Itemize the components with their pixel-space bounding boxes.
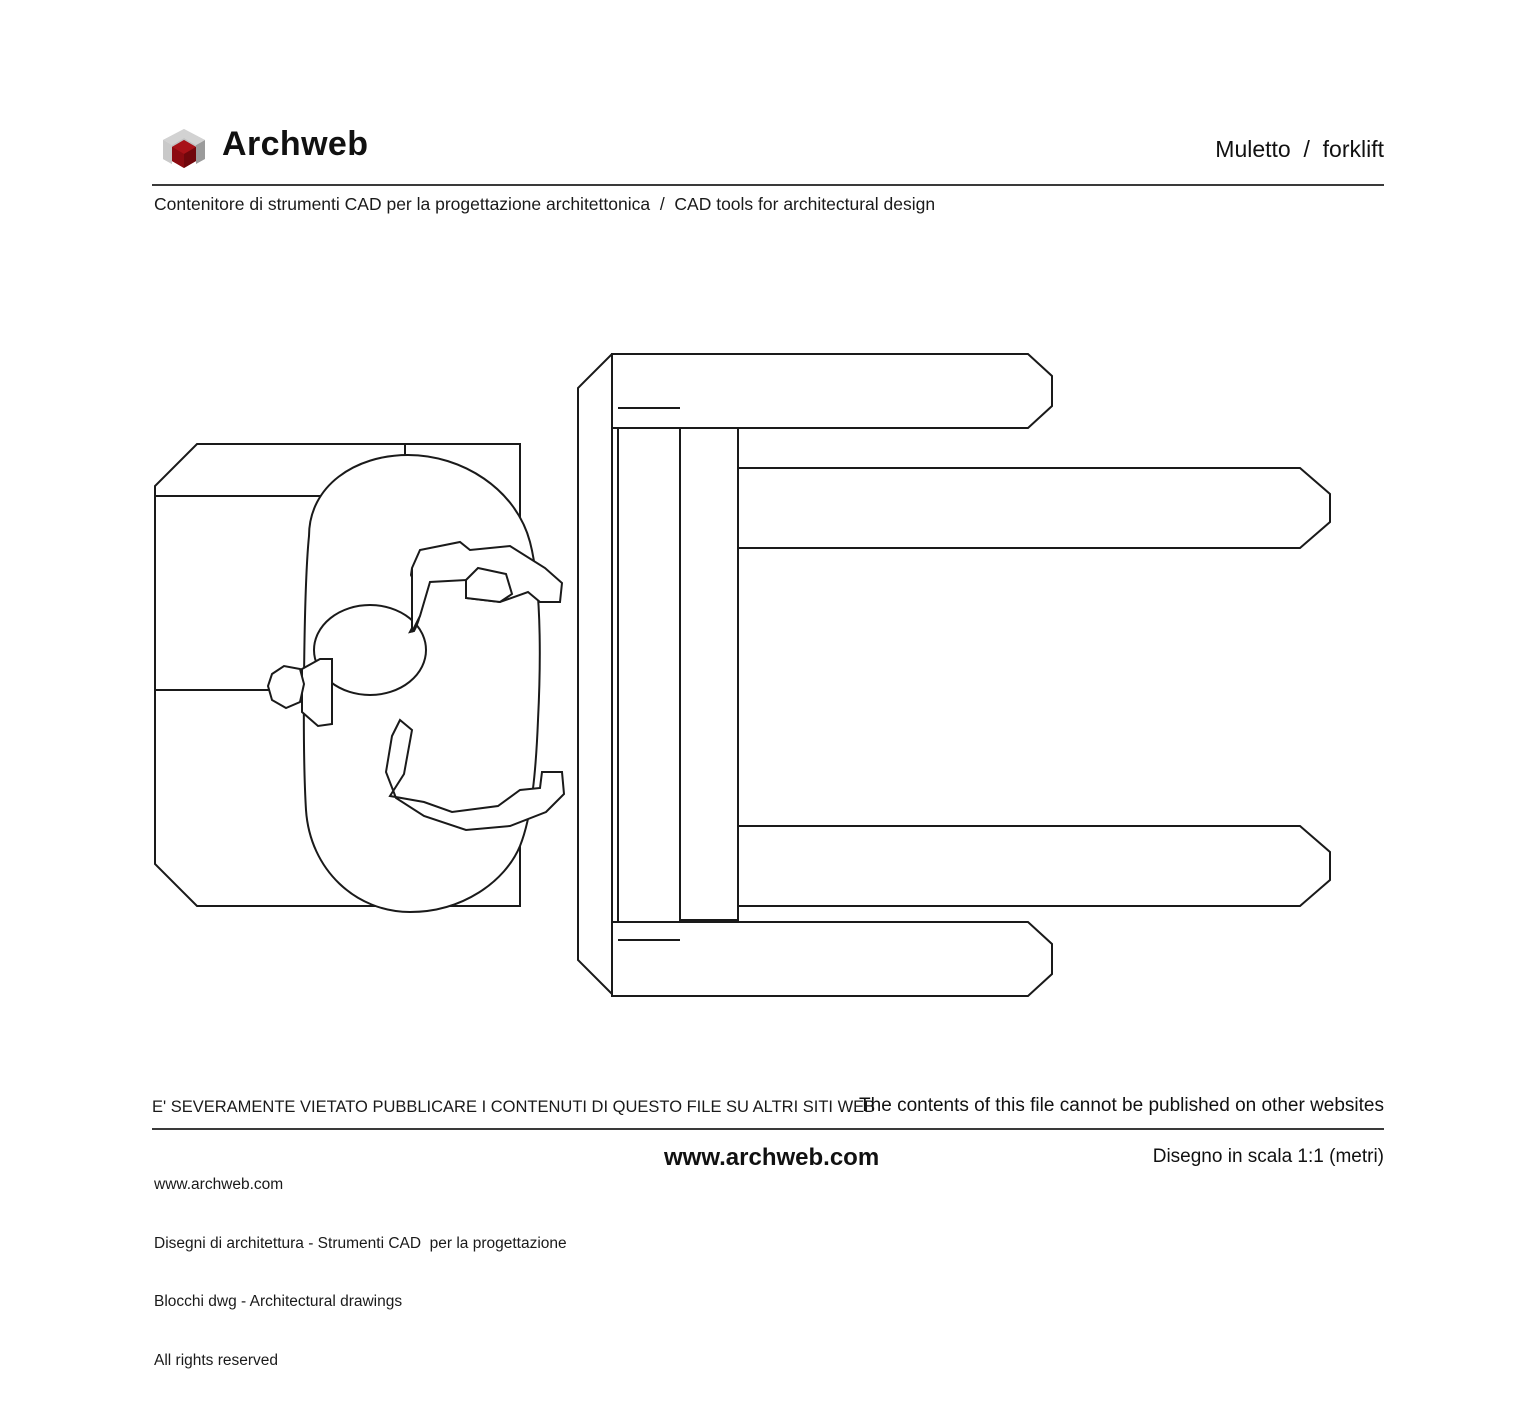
footer-notice-row — [152, 1095, 1384, 1128]
copyright-notice-it: E' SEVERAMENTE VIETATO PUBBLICARE I CONTENUTI DI QUESTO FILE SU ALTRI SITI WEB — [152, 1098, 876, 1116]
footer-line-blocks: Blocchi dwg - Architectural drawings — [154, 1293, 403, 1310]
fork-tine-lower-inner — [738, 826, 1330, 906]
footer-divider — [152, 1128, 1384, 1130]
header-subtitle: Contenitore di strumenti CAD per la progettazione architettonica / CAD tools for architectural design — [154, 194, 936, 214]
footer-center-url[interactable]: www.archweb.com — [664, 1144, 880, 1171]
brand-row — [152, 118, 1384, 180]
footer-left-block — [154, 1136, 567, 1409]
cad-drawing-area — [0, 250, 1536, 1090]
fork-tine-upper-inner — [738, 468, 1330, 548]
operator-forearm-upper — [466, 568, 512, 602]
page-footer — [152, 1095, 1384, 1369]
footer-line-drawings: Disegni di architettura - Strumenti CAD per la progettazione — [154, 1234, 567, 1252]
header-divider — [152, 184, 1384, 186]
drawing-scale-label: Disegno in scala 1:1 (metri) — [1152, 1146, 1384, 1167]
steering-knob — [268, 666, 304, 708]
mast-column-inner-2 — [680, 428, 738, 920]
copyright-notice-en: The contents of this file cannot be published on other websites — [859, 1095, 1384, 1116]
archweb-cube-logo-icon — [160, 126, 208, 174]
page-header — [152, 118, 1384, 228]
steering-column — [302, 659, 332, 726]
footer-columns — [152, 1136, 1384, 1369]
footer-website-url: www.archweb.com — [154, 1176, 284, 1193]
fork-tine-upper-outer — [612, 354, 1052, 428]
fork-tine-lower-outer — [612, 922, 1052, 996]
page-title: Muletto / forklift — [1215, 136, 1384, 162]
forklift-plan-svg — [0, 250, 1536, 1090]
brand-name: Archweb — [222, 125, 369, 163]
mast-column-inner-1 — [618, 408, 680, 940]
footer-line-rights: All rights reserved — [154, 1351, 279, 1369]
